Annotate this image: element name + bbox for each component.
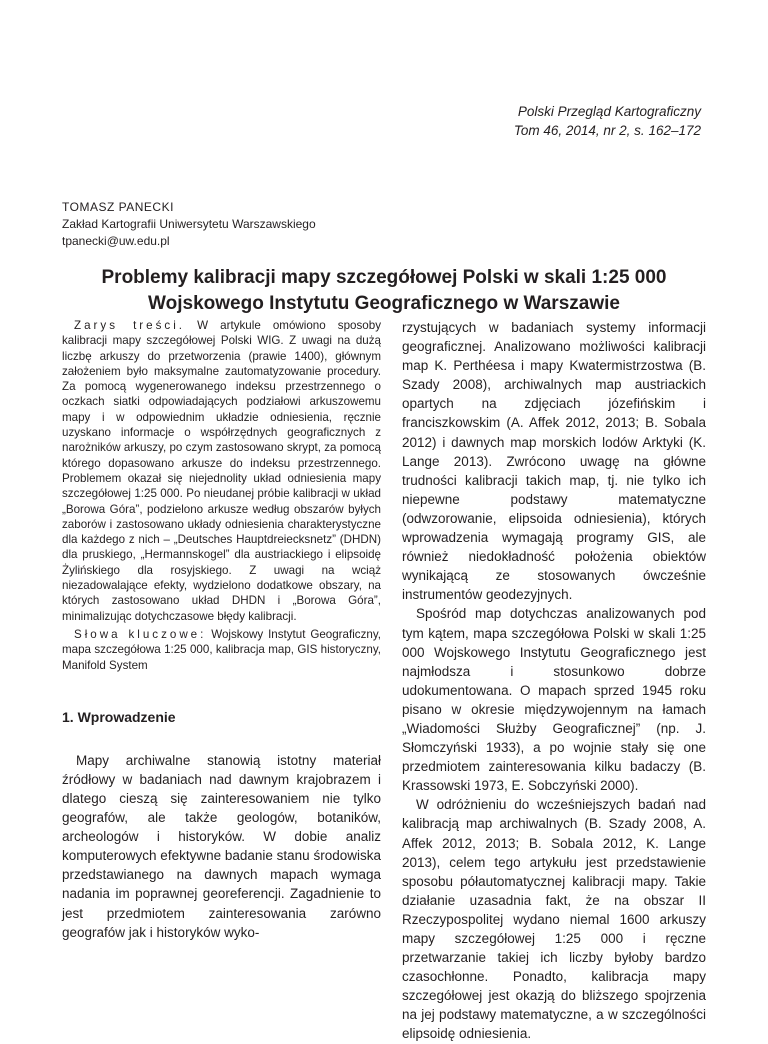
author-name: TOMASZ PANECKI xyxy=(62,200,174,214)
abstract xyxy=(62,318,381,624)
abstract-label: Zarys treści. xyxy=(74,319,186,332)
journal-name: Polski Przegląd Kartograficzny xyxy=(517,104,701,119)
keywords xyxy=(62,627,381,673)
article-title xyxy=(40,265,728,317)
author-email[interactable]: tpanecki@uw.edu.pl xyxy=(62,234,170,248)
title-line-1: Problemy kalibracji mapy szczegółowej Polski w skali 1:25 000 xyxy=(101,267,667,288)
journal-header xyxy=(514,102,701,140)
right-column xyxy=(402,318,706,1044)
paragraph-1-start: Mapy archiwalne stanowią istotny materiał źródłowy w badaniach nad dawnym krajobrazem i dlatego cieszą się zainteresowaniem nie tylko geografów, ale także geologów, botaników, archeologów i historyków. W dobie analiz komputerowych efektywne badanie stanu środowiska przedstawianego na dawnych mapach wymaga nadania im poprawnej georeferencji. Zagadnienie to jest przedmiotem zainteresowania zarówno geografów jak i historyków wyko- xyxy=(62,752,381,940)
journal-issue: Tom 46, 2014, nr 2, s. 162–172 xyxy=(513,123,701,138)
keywords-label: Słowa kluczowe: xyxy=(74,627,207,641)
paragraph-1-continued: rzystujących w badaniach systemy informacji geograficznej. Analizowano możliwości kalibracji map K. Perthéesa i mapy Kwatermistrzostwa (B. Szady 2008), archiwalnych map austriackich opartych na zdjęciach józefińskim i franciszkowskim (A. Affek 2012, 2013; B. Sobala 2012) i dawnych map morskich lodów Arktyki (K. Lange 2013). Zwrócono uwagę na główne trudności kalibracji takich map, tj. nie tylko ich niepewne podstawy matematyczne (odwzorowanie, elipsoida odniesienia), których wprowadzenia wymagają programy GIS, ale również niedokładność położenia obiektów wynikającą ze stosowanych ówcześnie instrumentów geodezyjnych. xyxy=(402,320,706,603)
title-line-2: Wojskowego Instytutu Geograficznego w Warszawie xyxy=(148,293,620,314)
paragraph-3: W odróżnieniu do wcześniejszych badań nad kalibracją map archiwalnych (B. Szady 2008, A. Affek 2012, 2013; B. Sobala 2012, K. Lange 2013), celem tego artykułu jest przedstawienie sposobu półautomatycznej kalibracji mapy. Takie działanie uzasadnia fakt, że na obszar II Rzeczypospolitej wydano niemal 1600 arkuszy mapy szczegółowej 1:25 000 i ręczne przetwarzanie takiej ich liczby byłoby bardzo czasochłonne. Ponadto, kalibracja mapy szczegółowej jest okazją do bliższego spojrzenia na jej podstawy matematyczne, a w szczególności elipsoidę odniesienia. xyxy=(402,797,706,1042)
author-block xyxy=(62,199,316,250)
paragraph-2: Spośród map dotychczas analizowanych pod tym kątem, mapa szczegółowa Polski w skali 1:25 000 Wojskowego Instytutu Geograficznego jest najmłodsza i stosunkowo dobrze udokumentowana. O mapach sprzed 1945 roku pisano w okresie międzywojennym na łamach „Wiadomości Służby Geograficznej” (np. J. Słomczyński 1933), a po wojnie stały się one przedmiotem zainteresowania kilku badaczy (B. Krassowski 1973, E. Sobczyński 2000). xyxy=(402,606,706,794)
left-column xyxy=(62,318,381,942)
keywords-text: Wojskowy Instytut Geograficzny, mapa szczegółowa 1:25 000, kalibracja map, GIS historyczny, Manifold System xyxy=(62,627,381,672)
abstract-text: W artykule omówiono sposoby kalibracji mapy szczegółowej Polski WIG. Z uwagi na dużą liczbę arkuszy do przetworzenia (prawie 1400), głównym założeniem było maksymalne zautomatyzowanie procedury. Za pomocą wygenerowanego indeksu przestrzennego o oczkach siatki odpowiadających podziałowi arkuszowemu mapy i w odpowiednim układzie odniesienia, ręcznie uzyskano informacje o współrzędnych geograficznych z narożników arkuszy, po czym zastosowano skrypt, za pomocą którego dopasowano arkusze do indeksu przestrzennego. Problemem okazał się niejednolity układ odniesienia mapy szczegółowej 1:25 000. Po nieudanej próbie kalibracji w układ „Borowa Góra”, podzielono arkusze według obszarów byłych zaborów i zastosowano układy odniesienia charakterystyczne dla każdego z nich – „Deutsches Hauptdreiecksnetz” (DHDN) dla pruskiego, „Hermannskogel” dla austriackiego i elipsoidę Żylińskiego dla rosyjskiego. Z uwagi na wciąż niezadowalające efekty, wydzielono dodatkowe obszary, na których zastosowano układ DHDN i „Borowa Góra”, minimalizując dotychczasowe błędy kalibracji. xyxy=(62,319,381,623)
author-affiliation: Zakład Kartografii Uniwersytetu Warszawskiego xyxy=(62,217,316,231)
section-heading: 1. Wprowadzenie xyxy=(62,708,176,725)
